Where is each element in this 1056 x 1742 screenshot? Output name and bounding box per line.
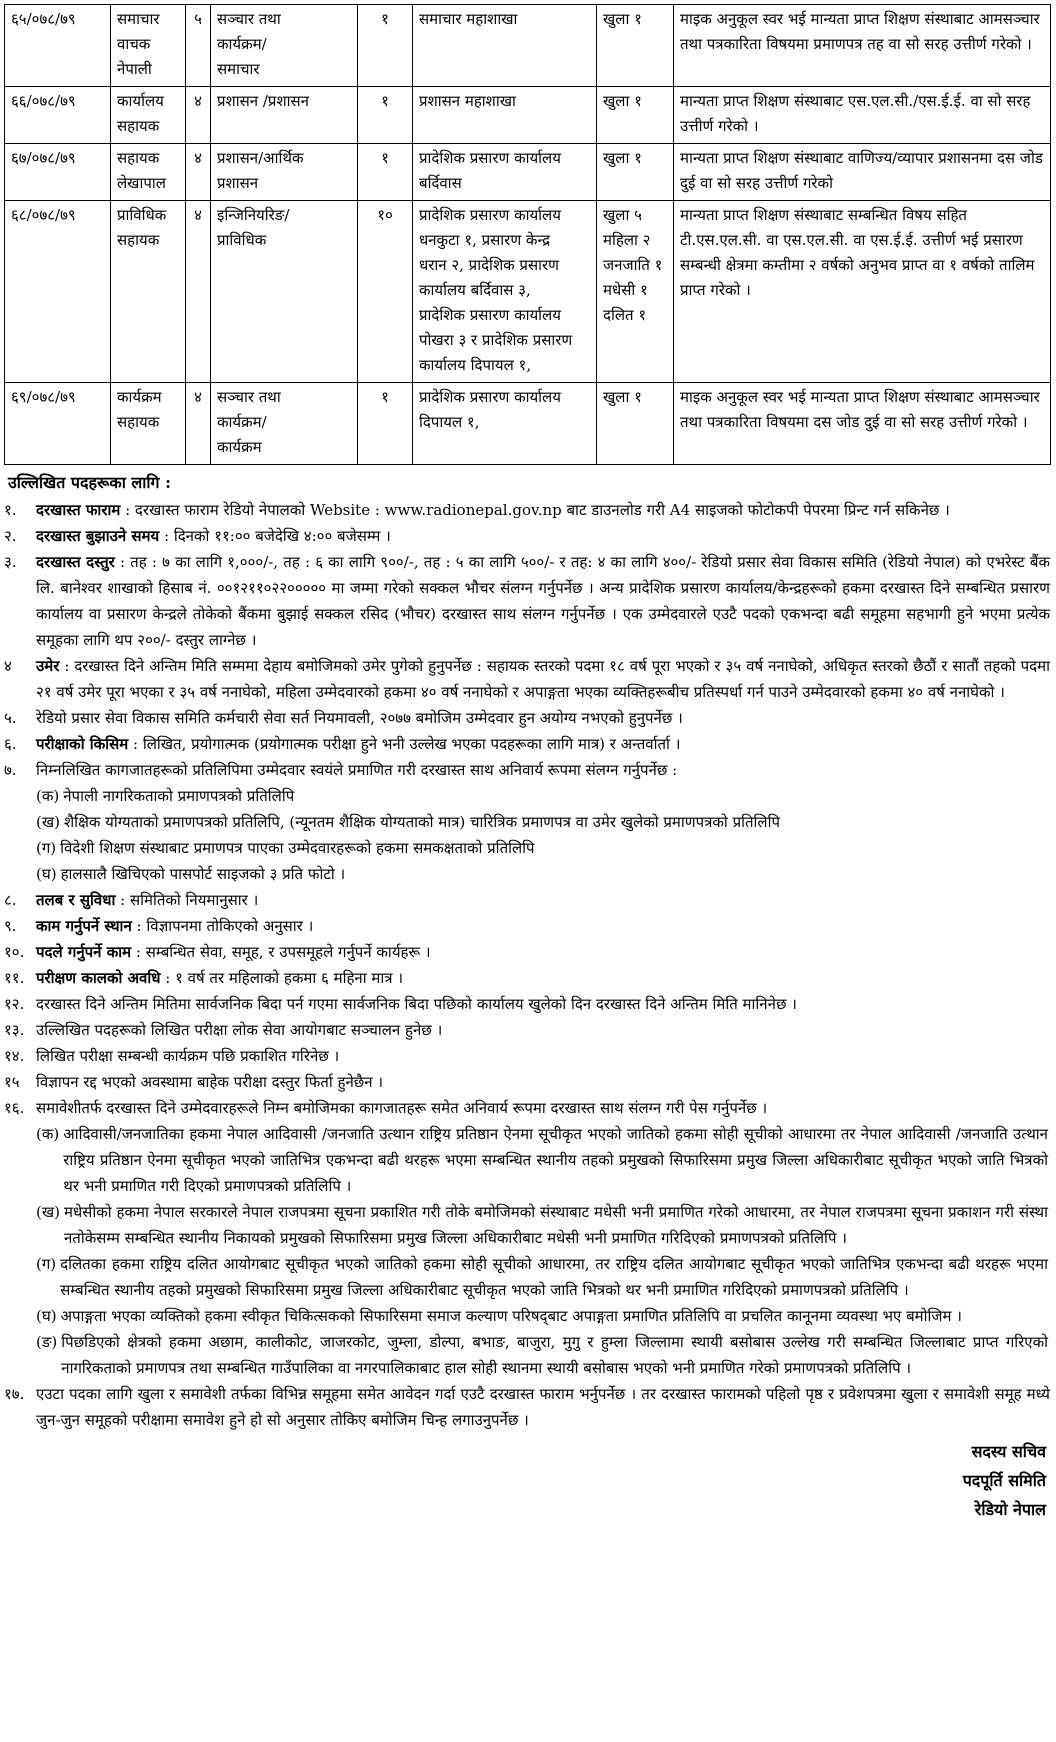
sub-text: विदेशी शिक्षण संस्थाबाट प्रमाणपत्र पाएका उम्मेदवारहरूको हकमा समकक्षताको प्रतिलिपि [60,839,535,857]
note-text: दरखास्त दिने अन्तिम मितिमा सार्वजनिक बिदा पर्न गएमा सार्वजनिक बिदा पछिको कार्यालय खुलेको दिन दरखास्त दिने अन्तिम मिति मानिनेछ । [36,995,797,1013]
quota-line: दलित १ [603,306,647,324]
note-number: १. [4,501,17,519]
vacancy-count-cell: १० [358,201,413,383]
level-cell: ४ [186,383,211,465]
service-group-line: प्रशासन /प्रशासन [217,92,309,110]
note-number: १७. [4,1385,25,1403]
note-number: १६. [4,1099,25,1117]
table-row [5,5,1051,87]
note-number: २. [4,527,17,545]
level-cell: ४ [186,87,211,144]
note-title: परीक्षण कालको अवधि [36,969,161,987]
service-group-line: सञ्चार तथा [217,388,281,406]
office-cell [413,144,597,201]
sub-item [36,1303,1052,1329]
quota-cell [597,144,674,201]
note-item [4,1069,1052,1095]
office-line: कार्यालय बर्दिवास ३, [419,281,531,299]
table-row [5,144,1051,201]
office-line: समाचार महाशाखा [419,10,518,28]
service-group-cell [211,383,358,465]
service-group-line: कार्यक्रम/ [217,35,267,53]
note-title: उमेर [36,657,60,675]
office-line: बर्दिवास [419,174,462,192]
quota-line: खुला १ [603,10,642,28]
service-group-line: प्रशासन/आर्थिक [217,149,304,167]
note-body [36,1381,1052,1433]
service-group-line: इन्जिनियरिङ/ [217,206,290,224]
sub-item [36,861,1052,887]
office-cell [413,383,597,465]
quota-line: जनजाति १ [603,256,663,274]
post-number-cell: ६५/०७८/७९ [5,5,111,87]
signature-block [4,1437,1052,1524]
note-text: : तह : ७ का लागि १,०००/-, तह : ६ का लागि ९००/-, तह : ५ का लागि ५००/- र तह: ४ का लागि ४००/- रेडियो प्रसार सेवा विकास समिति (रेडियो नेपाल) को एभरेस्ट बैंक लि. बानेश्वर शाखाको हिसाब नं. ००१२११०२२००००० मा जम्मा गरेको सक्कल भौचर संलग्न गर्नुपर्नेछ । अन्य प्रादेशिक प्रसारण कार्यालय/केन्द्रहरूको हकमा दरखास्त दिने सम्बन्धित प्रसारण कार्यालय वा प्रसारण केन्द्रले तोकेको बैंकमा बुझाई सक्कल रसिद (भौचर) दरखास्त साथ संलग्न गर्नुपर्नेछ । एक उम्मेदवारले एउटै पदको एकभन्दा बढी समूहमा सहभागी हुने भएमा प्रत्येक समूहका लागि थप २००/- दस्तुर लाग्नेछ । [36,553,1050,649]
sub-number: (ग) [36,1255,57,1273]
qualification-cell: मान्यता प्राप्त शिक्षण संस्थाबाट एस.एल.सी./एस.ई.ई. वा सो सरह उत्तीर्ण गरेको । [674,87,1051,144]
note-body [36,705,1052,731]
sub-item [36,1121,1052,1199]
note-item [4,705,1052,731]
vacancy-count-cell: १ [358,5,413,87]
quota-cell [597,383,674,465]
sub-number: (क) [36,1125,60,1143]
sub-number: (ङ) [36,1333,58,1351]
note-text: एउटा पदका लागि खुला र समावेशी तर्फका विभिन्न समूहमा समेत आवेदन गर्दा एउटै दरखास्त फाराम भर्नुपर्नेछ । तर दरखास्त फारामको पहिलो पृष्ठ र प्रवेशपत्रमा खुला र समावेशी समूह मध्ये जुन-जुन समूहको परीक्षामा समावेश हुने हो सो अनुसार तोकिए बमोजिम चिन्ह लगाउनुपर्नेछ । [36,1385,1050,1429]
note-item [4,887,1052,913]
post-name-cell [111,383,186,465]
note-number: १४. [4,1047,25,1065]
note-item [4,731,1052,757]
note-number: १२. [4,995,25,1013]
note-number: ६. [4,735,17,753]
qualification-cell: मान्यता प्राप्त शिक्षण संस्थाबाट सम्बन्धित विषय सहित टी.एस.एल.सी. वा एस.एल.सी. वा एस.ई.ई. उत्तीर्ण भई प्रसारण सम्बन्धी क्षेत्रमा कम्तीमा २ वर्षको अनुभव प्राप्त वा १ वर्षको तालिम प्राप्त गरेको । [674,201,1051,383]
note-text: : विज्ञापनमा तोकिएको अनुसार । [136,917,314,935]
post-name-line: कार्यालय [117,92,164,110]
note-text: निम्नलिखित कागजातहरूको प्रतिलिपिमा उम्मेदवार स्वयंले प्रमाणित गरी दरखास्त साथ अनिवार्य रूपमा संलग्न गर्नुपर्नेछ : [36,761,678,779]
note-body [36,497,1052,523]
note-text: उल्लिखित पदहरूको लिखित परीक्षा लोक सेवा आयोगबाट सञ्चालन हुनेछ । [36,1021,443,1039]
note-item [4,991,1052,1017]
sub-text: शैक्षिक योग्यताको प्रमाणपत्रको प्रतिलिपि, (न्यूनतम शैक्षिक योग्यताको मात्र) चारित्रिक प्रमाणपत्र वा उमेर खुलेको प्रमाणपत्रको प्रतिलिपि [63,813,781,831]
post-name-cell [111,144,186,201]
sub-item [36,809,1052,835]
note-number: ५. [4,709,17,727]
office-line: प्रादेशिक प्रसारण कार्यालय [419,306,561,324]
quota-cell [597,87,674,144]
post-name-line: नेपाली [117,60,152,78]
note-body [36,1069,1052,1095]
note-item [4,523,1052,549]
post-name-line: सहायक [117,413,160,431]
note-item [4,913,1052,939]
note-item [4,965,1052,991]
office-line: धरान २, प्रादेशिक प्रसारण [419,256,559,274]
sub-text: नेपाली नागरिकताको प्रमाणपत्रको प्रतिलिपि [63,787,295,805]
note-title: परीक्षाको किसिम [36,735,129,753]
post-name-line: प्राविधिक [117,206,167,224]
service-group-line: प्राविधिक [217,231,267,249]
office-line: दिपायल १, [419,413,480,431]
note-text: : लिखित, प्रयोगात्मक (प्रयोगात्मक परीक्षा हुने भनी उल्लेख भएका पदहरूका लागि मात्र) र अन्तर्वार्ता । [133,735,681,753]
note-title: काम गर्नुपर्ने स्थान [36,917,132,935]
note-text: : दरखास्त दिने अन्तिम मिति सम्ममा देहाय बमोजिमको उमेर पुगेको हुनुपर्नेछ : सहायक स्तरको पदमा १८ वर्ष पूरा भएको र ३५ वर्ष ननाघेको, अधिकृत स्तरको छैठौं र सातौं तहको पदमा २१ वर्ष उमेर पूरा भएका र ३५ वर्ष ननाघेको, महिला उम्मेदवारको हकमा ४० वर्ष ननाघेको र अपाङ्गता भएका व्यक्तिहरूबीच प्रतिस्पर्धा गर्न पाउने उम्मेदवारको हकमा ४० वर्ष ननाघेको । [36,657,1050,701]
section-heading: उल्लिखित पदहरूका लागि : [8,473,172,492]
sub-text: पिछडिएको क्षेत्रको हकमा अछाम, कालीकोट, जाजरकोट, जुम्ला, डोल्पा, बभाङ, बाजुरा, मुगु र हुम्ला जिल्लामा स्थायी बसोबास उल्लेख गरी सम्बन्धित जिल्लाबाट प्राप्त गरिएको नागरिकताको प्रमाणपत्र तथा सम्बन्धित गाउँपालिका वा नगरपालिकाबाट हाल सोही स्थानमा स्थायी बसोबास भएको भनी प्रमाणित गरेको प्रमाणपत्रको प्रतिलिपि । [61,1333,1048,1377]
notes-list [4,497,1052,1433]
sub-item [36,835,1052,861]
service-group-cell [211,144,358,201]
vacancy-table-body [5,5,1051,465]
table-row [5,87,1051,144]
note-body [36,939,1052,965]
office-cell [413,5,597,87]
level-cell: ५ [186,5,211,87]
note-title: तलब र सुविधा [36,891,116,909]
note-body [36,549,1052,653]
note-text: समावेशीतर्फ दरखास्त दिने उम्मेदवारहरूले निम्न बमोजिमका कागजातहरू समेत अनिवार्य रूपमा दरखास्त साथ संलग्न गरी पेस गर्नुपर्नेछ । [36,1099,768,1117]
note-text: रेडियो प्रसार सेवा विकास समिति कर्मचारी सेवा सर्त नियमावली, २०७७ बमोजिम उम्मेदवार हुन अयोग्य नभएको हुनुपर्नेछ । [36,709,683,727]
service-group-line: समाचार [217,60,260,78]
vacancy-table [4,4,1051,465]
quota-line: महिला २ [603,231,651,249]
note-body [36,731,1052,757]
quota-line: खुला १ [603,92,642,110]
office-line: प्रादेशिक प्रसारण कार्यालय [419,149,561,167]
sub-text: आदिवासी/जनजातिका हकमा नेपाल आदिवासी /जनजाति उत्थान राष्ट्रिय प्रतिष्ठान ऐनमा सूचीकृत भएको जातिको हकमा सोही सूचीको आधारमा तर नेपाल आदिवासी /जनजाति उत्थान राष्ट्रिय प्रतिष्ठान ऐनमा सूचीकृत भएको जातिभित्र एकभन्दा बढी थरहरू भएमा सम्बन्धित स्थानीय तहको प्रमुखको सिफारिसमा प्रमुख जिल्ला अधिकारीबाट सूचीकृत भएको जाति भित्रको थर भनी प्रमाणित गरी दिएको प्रमाणपत्रको प्रतिलिपि । [63,1125,1048,1195]
note-7-sublist [4,783,1052,887]
sub-number: (घ) [36,1307,57,1325]
note-body [36,757,1052,783]
note-item [4,1043,1052,1069]
office-line: प्रादेशिक प्रसारण कार्यालय [419,206,561,224]
signature-committee: पदपूर्ति समिति [962,1471,1046,1490]
post-name-cell [111,5,186,87]
sub-item [36,1251,1052,1303]
post-number-cell: ६९/०७८/७९ [5,383,111,465]
note-title: दरखास्त बुझाउने समय [36,527,160,545]
sub-number: (क) [36,787,60,805]
post-number-cell: ६६/०७८/७९ [5,87,111,144]
note-16-sublist [4,1121,1052,1381]
quota-line: मधेसी १ [603,281,648,299]
note-body [36,1095,1052,1121]
level-cell: ४ [186,201,211,383]
post-name-line: सहायक [117,149,160,167]
note-body [36,1017,1052,1043]
note-body [36,653,1052,705]
post-name-line: वाचक [117,35,151,53]
qualification-cell: माइक अनुकूल स्वर भई मान्यता प्राप्त शिक्षण संस्थाबाट आमसञ्चार तथा पत्रकारिता विषयमा दस जोड दुई वा सो सरह उत्तीर्ण गरेको । [674,383,1051,465]
service-group-cell [211,87,358,144]
post-name-line: सहायक [117,117,160,135]
note-number: ३. [4,553,17,571]
note-item [4,497,1052,523]
post-name-cell [111,201,186,383]
vacancy-count-cell: १ [358,87,413,144]
office-line: प्रशासन महाशाखा [419,92,516,110]
note-text: : दिनको ११:०० बजेदेखि ४:०० बजेसम्म । [164,527,391,545]
quota-line: खुला ५ [603,206,642,224]
note-item [4,549,1052,653]
office-line: पोखरा ३ र प्रादेशिक प्रसारण [419,331,573,349]
note-text: : सम्बन्धित सेवा, समूह, र उपसमूहले गर्नुपर्ने कार्यहरू । [135,943,431,961]
post-name-line: कार्यक्रम [117,388,162,406]
service-group-line: सञ्चार तथा [217,10,281,28]
sub-item [36,1329,1052,1381]
office-line: कार्यालय दिपायल १, [419,356,532,374]
note-item [4,757,1052,783]
note-text: : समितिको नियमानुसार । [120,891,259,909]
note-number: ४ [4,657,12,675]
sub-number: (ग) [36,839,57,857]
post-name-cell [111,87,186,144]
sub-item [36,783,1052,809]
note-text: लिखित परीक्षा सम्बन्धी कार्यक्रम पछि प्रकाशित गरिनेछ । [36,1047,340,1065]
note-item [4,939,1052,965]
quota-cell [597,5,674,87]
sub-number: (घ) [36,865,57,883]
vacancy-count-cell: १ [358,144,413,201]
note-body [36,523,1052,549]
level-cell: ४ [186,144,211,201]
post-number-cell: ६७/०७८/७९ [5,144,111,201]
note-number: ९. [4,917,17,935]
note-text: : १ वर्ष तर महिलाको हकमा ६ महिना मात्र । [165,969,403,987]
service-group-cell [211,5,358,87]
post-name-line: लेखापाल [117,174,166,192]
post-name-line: समाचार [117,10,160,28]
service-group-line: कार्यक्रम/ [217,413,267,431]
office-line: प्रादेशिक प्रसारण कार्यालय [419,388,561,406]
note-number: ७. [4,761,17,779]
quota-cell [597,201,674,383]
note-number: ११. [4,969,25,987]
note-title: दरखास्त दस्तुर [36,553,115,571]
sub-number: (ख) [36,813,60,831]
table-row [5,201,1051,383]
note-title: पदले गर्नुपर्ने काम [36,943,132,961]
signature-title: सदस्य सचिव [971,1442,1046,1461]
note-body [36,1043,1052,1069]
signature-organization: रेडियो नेपाल [974,1500,1046,1519]
note-item [4,1381,1052,1433]
note-item [4,1095,1052,1121]
note-body [36,965,1052,991]
note-number: १३. [4,1021,25,1039]
qualification-cell: माइक अनुकूल स्वर भई मान्यता प्राप्त शिक्षण संस्थाबाट आमसञ्चार तथा पत्रकारिता विषयमा प्रमाणपत्र तह वा सो सरह उत्तीर्ण गरेको । [674,5,1051,87]
note-number: १०. [4,943,25,961]
notice-page [4,4,1052,1524]
sub-item [36,1199,1052,1251]
service-group-line: प्रशासन [217,174,259,192]
quota-line: खुला १ [603,149,642,167]
sub-text: हालसालै खिचिएको पासपोर्ट साइजको ३ प्रति फोटो । [60,865,346,883]
note-item [4,1017,1052,1043]
office-line: धनकुटा १, प्रसारण केन्द्र [419,231,551,249]
service-group-cell [211,201,358,383]
note-text: : दरखास्त फाराम रेडियो नेपालको Website : www.radionepal.gov.np बाट डाउनलोड गरी A4 साइजको फोटोकपी पेपरमा प्रिन्ट गर्न सकिनेछ । [125,501,950,519]
note-title: दरखास्त फाराम [36,501,121,519]
note-text: विज्ञापन रद्द भएको अवस्थामा बाहेक परीक्षा दस्तुर फिर्ता हुनेछैन । [36,1073,384,1091]
quota-line: खुला १ [603,388,642,406]
note-number: १५ [4,1073,20,1091]
vacancy-count-cell: १ [358,383,413,465]
sub-text: मधेसीको हकमा नेपाल सरकारले नेपाल राजपत्रमा सूचना प्रकाशित गरी तोके बमोजिमको संस्थाबाट मधेसी भनी प्रमाणित गरेको आधारमा, तर नेपाल राजपत्रमा सूचना प्रकाशन गरी संस्था नतोकेसम्म सम्बन्धित स्थानीय निकायको प्रमुखको सिफारिसमा प्रमुख जिल्ला अधिकारीबाट मधेसी भनी प्रमाणित गरिदिएको प्रमाणपत्रको प्रतिलिपि । [63,1203,1048,1247]
office-cell [413,87,597,144]
note-body [36,913,1052,939]
post-number-cell: ६८/०७८/७९ [5,201,111,383]
sub-text: दलितका हकमा राष्ट्रिय दलित आयोगबाट सूचीकृत भएको जातिको हकमा सोही सूचीको आधारमा, तर राष्ट्रिय दलित आयोगबाट सूचीकृत भएको जातिभित्र एकभन्दा बढी थरहरू भएमा सम्बन्धित स्थानीय तहको प्रमुखको सिफारिसमा प्रमुख जिल्ला अधिकारीबाट सूचीकृत भएको जाति भित्रको थर भनी प्रमाणित गरिदिएको प्रमाणपत्रको प्रतिलिपि । [60,1255,1048,1299]
note-number: ८. [4,891,17,909]
sub-number: (ख) [36,1203,60,1221]
qualification-cell: मान्यता प्राप्त शिक्षण संस्थाबाट वाणिज्य/व्यापार प्रशासनमा दस जोड दुई वा सो सरह उत्तीर्ण गरेको [674,144,1051,201]
post-name-line: सहायक [117,231,160,249]
table-row [5,383,1051,465]
office-cell [413,201,597,383]
service-group-line: कार्यक्रम [217,438,262,456]
note-body [36,887,1052,913]
note-body [36,991,1052,1017]
note-item [4,653,1052,705]
sub-text: अपाङ्गता भएका व्यक्तिको हकमा स्वीकृत चिकित्सकको सिफारिसमा समाज कल्याण परिषद्‌बाट अपाङ्गता प्रमाणित प्रतिलिपि वा प्रचलित कानूनमा व्यवस्था भए बमोजिम । [60,1307,962,1325]
